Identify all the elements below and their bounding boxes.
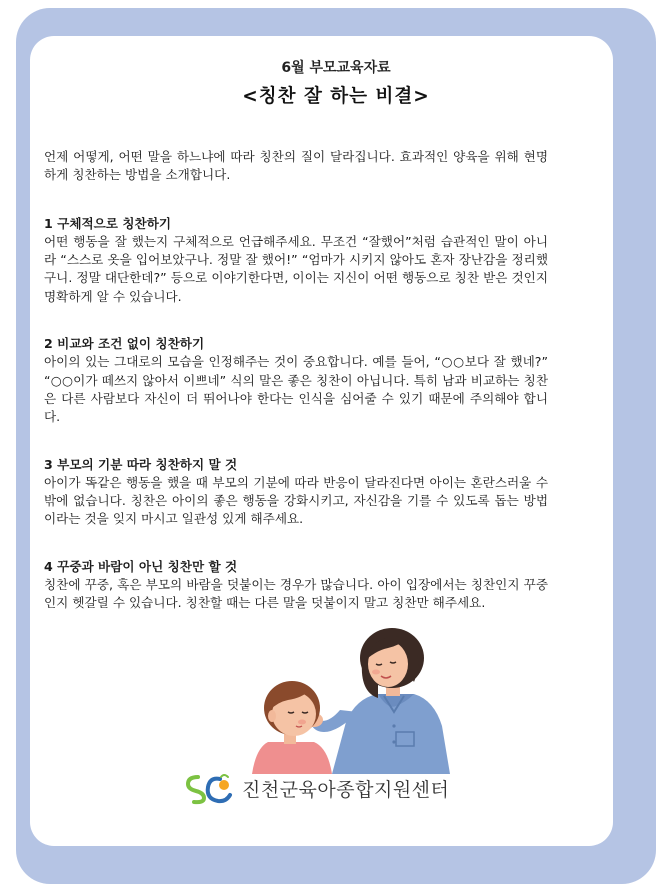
section-heading: 1 구체적으로 칭찬하기 [44, 215, 172, 231]
document-body [44, 148, 548, 642]
section-body: 어떤 행동을 잘 했는지 구체적으로 언급해주세요. 무조건 “잘했어”처럼 습관적인 말이 아니라 “스스로 옷을 입어보았구나. 정말 잘 했어!” “엄마가 시키지 않아도 혼자 장난감을 정리했구니. 정말 대단한데?” 등으로 이야기한다면, 이이는 지신이 어떤 행동으로 칭찬 받은 것인지 명확하게 알 수 있습니다. [44, 233, 548, 304]
section-3 [44, 456, 548, 529]
intro-paragraph: 언제 어떻게, 어떤 말을 하느냐에 따라 칭찬의 질이 달라집니다. 효과적인 양육을 위해 현명하게 칭찬하는 방법을 소개합니다. [44, 149, 548, 183]
footer-logo [184, 770, 449, 806]
section-body: 칭찬에 꾸중, 혹은 부모의 바람을 덧붙이는 경우가 많습니다. 아이 입장에서는 칭찬인지 꾸중인지 헷갈릴 수 있습니다. 칭찬할 때는 다른 말을 덧붙이지 말고 칭찬만 해주세요. [44, 577, 548, 611]
section-heading: 2 비교와 조건 없이 칭찬하기 [44, 336, 205, 352]
section-body: 아이의 있는 그대로의 모습을 인정해주는 것이 중요합니다. 예를 들어, “○○보다 잘 했네?” “○○이가 떼쓰지 않아서 이쁘네” 식의 말은 좋은 칭찬이 아닙니다. 특히 남과 비교하는 칭찬은 다른 사람보다 자신이 더 뛰어나야 한다는 인식을 심어줄 수 있기 때문에 주의해야 합니다. [44, 354, 548, 425]
organization-name: 진천군육아종합지원센터 [242, 778, 450, 801]
section-1 [44, 215, 548, 306]
document-subtitle: 6월 부모교육자료 [281, 60, 391, 76]
section-body: 아이가 똑같은 행동을 했을 때 부모의 기분에 따라 반응이 달라진다면 아이는 혼란스러울 수밖에 없습니다. 칭찬은 아이의 좋은 행동을 강화시키고, 자신감을 기를 수 있도록 돕는 방법이라는 것을 잊지 마시고 일관성 있게 해주세요. [44, 474, 548, 527]
section-heading: 3 부모의 기분 따라 칭찬하지 말 것 [44, 456, 238, 472]
center-logo-icon [184, 771, 236, 805]
mother-praising-child-illustration [228, 602, 458, 774]
section-heading: 4 꾸중과 바람이 아닌 칭찬만 할 것 [44, 558, 238, 574]
section-2 [44, 335, 548, 426]
document-title: <칭찬 잘 하는 비결> [242, 86, 430, 107]
